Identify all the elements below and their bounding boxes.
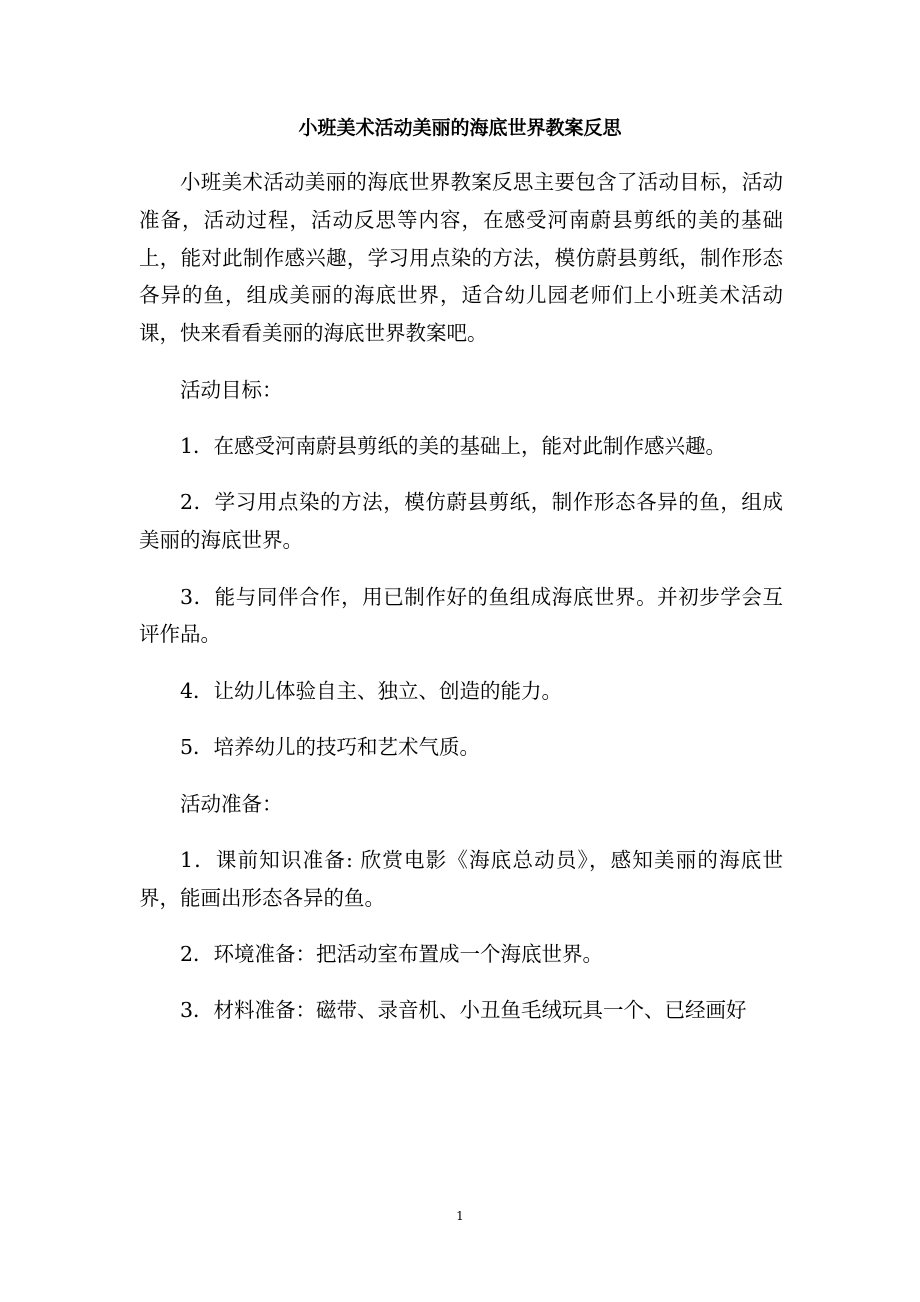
goal-item-3: 3．能与同伴合作，用已制作好的鱼组成海底世界。并初步学会互评作品。 <box>139 584 783 647</box>
page-number: 1 <box>456 1209 464 1223</box>
section-heading-goals: 活动目标： <box>180 377 283 402</box>
preparation-item-1: 1．课前知识准备: 欣赏电影《海底总动员》，感知美丽的海底世界，能画出形态各异的鱼。 <box>139 847 783 910</box>
goal-item-4: 4．让幼儿体验自主、独立、创造的能力。 <box>180 678 563 703</box>
document-body <box>139 164 783 1049</box>
preparation-item-3: 3．材料准备：磁带、录音机、小丑鱼毛绒玩具一个、已经画好 <box>180 998 747 1023</box>
intro-paragraph: 小班美术活动美丽的海底世界教案反思主要包含了活动目标，活动准备，活动过程，活动反思等内容，在感受河南蔚县剪纸的美的基础上，能对此制作感兴趣，学习用点染的方法，模仿蔚县剪纸，制作形态各异的鱼，组成美丽的海底世界，适合幼儿园老师们上小班美术活动课，快来看看美丽的海底世界教案吧。 <box>139 170 783 346</box>
document-title: 小班美术活动美丽的海底世界教案反思 <box>298 117 622 139</box>
goal-item-2: 2．学习用点染的方法，模仿蔚县剪纸，制作形态各异的鱼，组成美丽的海底世界。 <box>139 490 783 553</box>
section-heading-preparation: 活动准备： <box>180 791 283 816</box>
goal-item-1: 1．在感受河南蔚县剪纸的美的基础上，能对此制作感兴趣。 <box>180 433 727 458</box>
goal-item-5: 5．培养幼儿的技巧和艺术气质。 <box>180 735 481 760</box>
preparation-item-2: 2．环境准备：把活动室布置成一个海底世界。 <box>180 942 604 967</box>
